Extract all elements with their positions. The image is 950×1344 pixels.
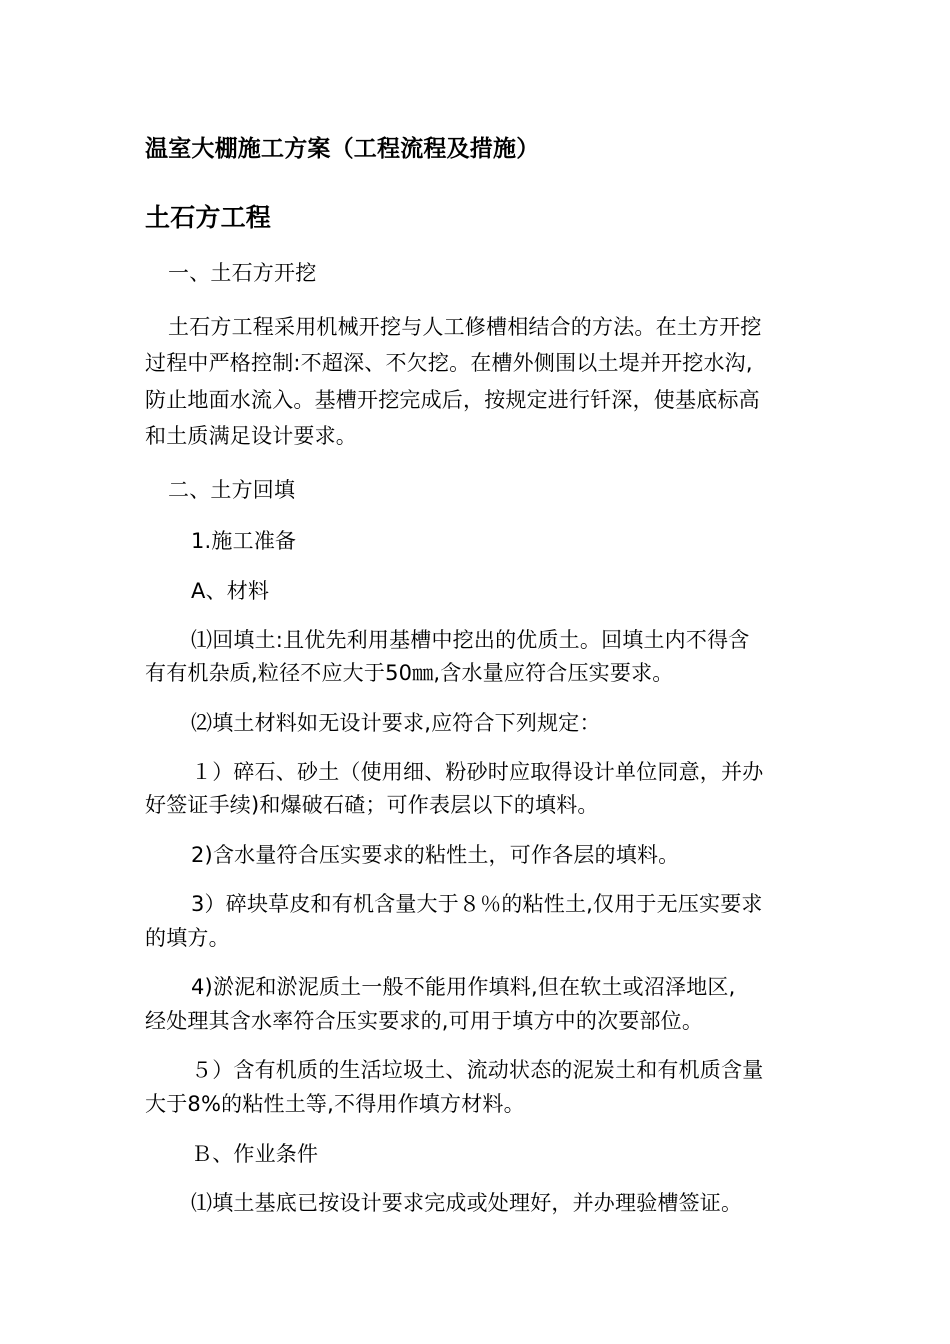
- subheading-work-conditions: Ｂ、作业条件: [191, 1142, 319, 1166]
- paragraph-line: 有有机杂质,粒径不应大于50㎜,含水量应符合压实要求。: [145, 661, 674, 685]
- document-title: 温室大棚施工方案（工程流程及措施）: [145, 136, 540, 162]
- paragraph-line: 4)淤泥和淤泥质土一般不能用作填料,但在软土或沼泽地区,: [191, 975, 736, 999]
- paragraph-line: 土石方工程采用机械开挖与人工修槽相结合的方法。在土方开挖: [168, 315, 762, 339]
- paragraph-line: ⑴填土基底已按设计要求完成或处理好，并办理验槽签证。: [191, 1191, 743, 1215]
- subheading-preparation: 1.施工准备: [191, 529, 297, 553]
- heading-excavation: 一、土石方开挖: [168, 261, 317, 285]
- paragraph-line: 过程中严格控制:不超深、不欠挖。在槽外侧围以土堤并开挖水沟,: [145, 351, 753, 375]
- paragraph-line: 和土质满足设计要求。: [145, 424, 357, 448]
- paragraph-line: ⑵填土材料如无设计要求,应符合下列规定：: [191, 711, 601, 735]
- section-title: 土石方工程: [145, 203, 272, 232]
- paragraph-line: １）碎石、砂土（使用细、粉砂时应取得设计单位同意，并办: [191, 760, 764, 784]
- subheading-materials: A、材料: [191, 579, 270, 603]
- paragraph-line: ５）含有机质的生活垃圾土、流动状态的泥炭土和有机质含量: [191, 1058, 764, 1082]
- paragraph-line: ⑴回填土:且优先利用基槽中挖出的优质土。回填土内不得含: [191, 628, 750, 652]
- paragraph-line: 的填方。: [145, 926, 230, 950]
- paragraph-line: 3）碎块草皮和有机含量大于８％的粘性土,仅用于无压实要求: [191, 892, 763, 916]
- paragraph-line: 2)含水量符合压实要求的粘性土，可作各层的填料。: [191, 843, 680, 867]
- heading-backfill: 二、土方回填: [168, 478, 296, 502]
- paragraph-line: 好签证手续)和爆破石碴；可作表层以下的填料。: [145, 793, 599, 817]
- paragraph-line: 大于8%的粘性土等,不得用作填方材料。: [145, 1092, 525, 1116]
- paragraph-line: 防止地面水流入。基槽开挖完成后，按规定进行钎深，使基底标高: [145, 388, 760, 412]
- paragraph-line: 经处理其含水率符合压实要求的,可用于填方中的次要部位。: [145, 1009, 704, 1033]
